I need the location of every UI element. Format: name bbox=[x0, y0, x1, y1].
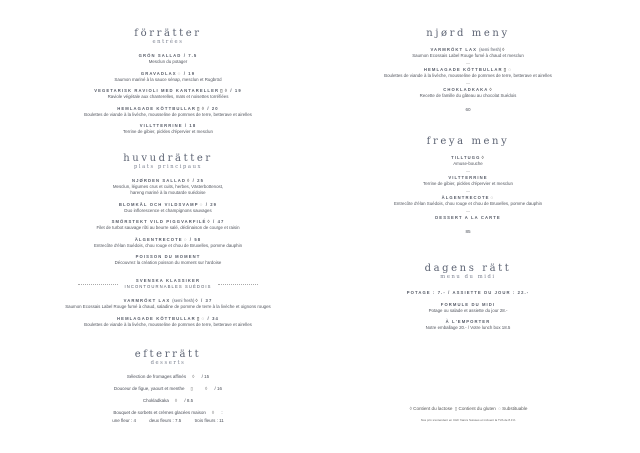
item-price: 7.5 bbox=[188, 53, 198, 58]
section-title: freya meny bbox=[426, 136, 510, 147]
lactose-icon: ◊ bbox=[481, 155, 485, 160]
gluten-icon: ▯ bbox=[220, 88, 224, 94]
menu-item bbox=[318, 155, 618, 167]
dagens-ratt-section bbox=[318, 263, 618, 337]
item-name: VILTTERRINE bbox=[448, 175, 488, 180]
item-name: VARMRÖKT LAX bbox=[430, 47, 478, 52]
item-name: GRÖN SALLAD bbox=[138, 53, 182, 58]
item-description: Découvrez la création poisson du moment sur l'ardoise bbox=[114, 260, 222, 266]
section-subtitle: menu du midi bbox=[440, 274, 496, 280]
legend-substitutable: Substituable bbox=[502, 406, 528, 411]
divider bbox=[78, 284, 118, 285]
lactose-icon: ◊ bbox=[195, 298, 199, 304]
huvudratter-list bbox=[18, 178, 318, 266]
item-description: Boulettes de viande à la livèche, mousseline de pommes de terre, betterave et airelles bbox=[84, 111, 252, 117]
dessert-name: Sélection de fromages affinés bbox=[126, 374, 187, 379]
lactose-icon: ◊ bbox=[502, 47, 506, 52]
colon: : bbox=[220, 410, 223, 415]
menu-item bbox=[18, 316, 318, 328]
menu-item bbox=[18, 178, 318, 196]
menu-item bbox=[18, 254, 318, 266]
footnote: Nos prix s'entendent en CHF francs Suisses et incluent la TVA de 8.1% bbox=[420, 418, 516, 422]
item-price: 29 bbox=[210, 201, 218, 207]
huvudratter-section bbox=[18, 153, 318, 334]
price-separator: / bbox=[181, 70, 189, 76]
emporter-title: À L'EMPORTER bbox=[445, 319, 491, 325]
separator-dash: — bbox=[466, 188, 470, 193]
item-note: (semi fresh) bbox=[172, 298, 195, 304]
forratter-section bbox=[18, 28, 318, 141]
item-price: 20 bbox=[211, 105, 219, 111]
price-separator: / bbox=[200, 374, 205, 379]
item-price: 47 bbox=[217, 219, 225, 225]
substitutable-icon: ◌ bbox=[177, 70, 182, 76]
lactose-icon: ◊ bbox=[187, 178, 191, 183]
klassiker-title: SVENSKA KLASSIKER bbox=[135, 278, 201, 284]
section-title: huvudrätter bbox=[123, 153, 213, 164]
item-description: hareng mariné à la moutarde suédoise bbox=[130, 190, 206, 195]
price-separator: / bbox=[187, 236, 195, 242]
price-separator: / bbox=[190, 178, 198, 183]
efterratt-section bbox=[18, 349, 318, 430]
item-price: 25 bbox=[197, 178, 205, 183]
item-description: Entrecôte d'élan Suédois, chou rouge et chou de Bruxelles, pomme dauphin bbox=[93, 242, 243, 248]
section-title: njørd meny bbox=[426, 28, 510, 39]
menu-item bbox=[18, 71, 318, 83]
divider bbox=[218, 284, 258, 285]
price-separator: / bbox=[203, 201, 211, 207]
price-separator: / bbox=[181, 53, 189, 58]
item-description: Saumon mariné à la sauce sénap, mesclun et Rugbröd bbox=[114, 76, 222, 82]
price-separator: / bbox=[183, 398, 187, 403]
dessert-name: Chokladkaka bbox=[142, 398, 169, 403]
gluten-icon: ▯ bbox=[503, 67, 508, 72]
item-name: TILLTUGG bbox=[451, 155, 481, 160]
gluten-icon: ▯ bbox=[190, 386, 193, 391]
dessert-price: 8.5 bbox=[186, 398, 194, 403]
lactose-icon: ◊ bbox=[205, 386, 208, 391]
menu-item bbox=[318, 195, 618, 207]
price-separator: / bbox=[213, 386, 218, 391]
dessert-item bbox=[18, 374, 318, 380]
menu-item bbox=[18, 88, 318, 100]
lactose-icon: ◊ bbox=[489, 87, 493, 92]
dessert-price: 16 bbox=[217, 386, 223, 391]
item-name: HEMLAGADE KÖTTBULLAR bbox=[117, 315, 196, 321]
gluten-icon: ▯ bbox=[197, 105, 201, 111]
separator-dash: — bbox=[466, 168, 470, 173]
menu-item bbox=[18, 123, 318, 135]
item-name: BLOMKÅL OCH VILDSVAMP bbox=[118, 201, 199, 207]
item-price: 34 bbox=[212, 315, 219, 321]
substitutable-icon: ◌ bbox=[498, 406, 501, 411]
lactose-icon: ◊ bbox=[211, 410, 215, 415]
lactose-icon: ◊ bbox=[224, 88, 229, 94]
item-name: VARMRÖKT LAX bbox=[123, 298, 171, 304]
price-separator: / bbox=[210, 219, 218, 225]
menu-price: 85 bbox=[465, 229, 471, 234]
item-description: Mesclun du potager bbox=[148, 59, 188, 64]
item-name: SMÖRSTEKT VILD PIGGVARFILÉ bbox=[111, 219, 207, 225]
menu-item bbox=[18, 298, 318, 310]
substitutable-icon: ◌ bbox=[183, 236, 188, 242]
menu-item bbox=[18, 106, 318, 118]
item-name: CHOKLADKAKA bbox=[443, 87, 489, 92]
separator-dash: — bbox=[466, 80, 470, 85]
substitutable-icon: ◌ bbox=[201, 315, 206, 321]
menu-item bbox=[18, 237, 318, 249]
item-description: Mesclun, légumes crus et cuits, herbes, Västerbottenost, bbox=[112, 184, 224, 189]
item-description: Saumon Ecossais Label Rouge fumé à chaud et mesclun bbox=[412, 53, 524, 58]
forratter-list bbox=[18, 53, 318, 135]
menu-item bbox=[18, 202, 318, 214]
item-price: 58 bbox=[194, 236, 202, 242]
item-name: DESSERT A LA CARTE bbox=[435, 215, 501, 220]
item-name: HEMLAGADE KÖTTBULLAR bbox=[423, 67, 503, 72]
substitutable-icon: ◌ bbox=[490, 195, 495, 200]
price-separator: / bbox=[182, 123, 190, 129]
item-name: ÄLGENTRECOTE bbox=[441, 195, 490, 200]
substitutable-icon: ◌ bbox=[508, 67, 513, 72]
legend-lactose: Contient du lactose bbox=[413, 406, 453, 411]
item-price: 18 bbox=[189, 123, 197, 129]
lactose-icon: ◊ bbox=[201, 105, 206, 111]
njord-list bbox=[318, 47, 618, 99]
item-name: POISSON DU MOMENT bbox=[135, 254, 201, 260]
freya-list bbox=[318, 155, 618, 221]
gluten-icon: ▯ bbox=[454, 406, 458, 411]
klassiker-subtitle: INCONTOURNABLES SUÉDOIS bbox=[124, 284, 212, 290]
item-name-line bbox=[318, 215, 618, 221]
menu-price: 60 bbox=[465, 107, 471, 112]
item-name: HEMLAGADE KÖTTBULLAR bbox=[117, 105, 197, 111]
item-description: Saumon Ecossais Label Rouge fumé à chaud, saladine de pomme de terre à la livèche et oignons rouges bbox=[65, 304, 271, 310]
price-separator: / bbox=[198, 298, 206, 304]
dessert-list bbox=[18, 374, 318, 416]
item-name: VEGETARISK RAVIOLI MED KANTARELLER bbox=[94, 88, 220, 94]
substitutable-icon: ◌ bbox=[199, 201, 204, 207]
scoop-price: trois fleurs : 11 bbox=[194, 418, 224, 423]
item-description: Boulettes de viande à la livèche, mousseline de pommes de terre, betterave et airelles bbox=[384, 73, 552, 78]
dessert-price: 15 bbox=[204, 374, 210, 379]
item-name: ÄLGENTRECOTE bbox=[134, 236, 183, 242]
menu-item bbox=[318, 175, 618, 187]
menu-item bbox=[318, 215, 618, 221]
dessert-name: Douceur de figue, yaourt et menthe bbox=[113, 386, 185, 391]
separator-dash: — bbox=[466, 60, 470, 65]
item-description: Recette de famille du gâteau au chocolat Suédois bbox=[419, 93, 517, 98]
dessert-item bbox=[18, 386, 318, 392]
item-description: Terrine de gibier, pickles d'épervier et mesclun bbox=[423, 181, 513, 186]
njord-menu-section bbox=[318, 28, 618, 113]
menu-item bbox=[18, 53, 318, 65]
lactose-icon: ◊ bbox=[207, 219, 211, 225]
menu-item bbox=[318, 87, 618, 99]
item-description: Duo inflorescence et champignons sauvages bbox=[124, 207, 212, 213]
menu-item bbox=[318, 67, 618, 79]
section-subtitle: desserts bbox=[150, 360, 186, 366]
price-separator: / bbox=[205, 315, 213, 321]
dagens-prices: POTAGE : 7.- / ASSIETTE DU JOUR : 22.- bbox=[406, 290, 530, 295]
klassiker-list bbox=[18, 298, 318, 328]
menu-item bbox=[18, 219, 318, 231]
dessert-item bbox=[18, 410, 318, 416]
gluten-icon: ▯ bbox=[196, 315, 201, 321]
section-subtitle: entrées bbox=[152, 39, 184, 45]
separator-dash: — bbox=[466, 208, 470, 213]
section-subtitle: plats principaux bbox=[133, 164, 203, 170]
dessert-name: Bouquet de sorbets et crèmes glacées maison bbox=[113, 410, 206, 415]
item-description: Terrine de gibier, pickles d'épervier et mesclun bbox=[123, 129, 213, 135]
menu-item bbox=[318, 47, 618, 59]
section-title: dagens rätt bbox=[424, 263, 512, 274]
price-separator: / bbox=[228, 88, 235, 94]
klassiker-header bbox=[18, 278, 318, 290]
item-name: GRAVADLAX bbox=[140, 70, 177, 76]
item-description: Amuse-bouche bbox=[453, 161, 483, 166]
section-title: förrätter bbox=[134, 28, 202, 39]
formule-desc: Potage ou salade et assiette du jour 28.- bbox=[428, 307, 508, 313]
item-description: Entrecôte d'élan Suédois, chou rouge et chou de Bruxelles, pomme dauphin bbox=[393, 201, 543, 206]
item-description: Boulettes de viande à la livèche, mousseline de pommes de terre, betterave et airelles bbox=[84, 321, 252, 327]
lactose-icon: ◊ bbox=[409, 406, 412, 411]
item-description: Raviole végétale aux chanterelles, maïs et noisettes torréfiées bbox=[107, 94, 229, 100]
scoop-price: deux fleurs : 7.5 bbox=[149, 418, 182, 423]
section-title: efterrätt bbox=[134, 349, 202, 360]
item-price: 37 bbox=[205, 298, 213, 304]
lactose-icon: ◊ bbox=[174, 398, 178, 403]
item-note: (semi fresh) bbox=[479, 47, 502, 52]
freya-menu-section bbox=[318, 136, 618, 235]
lactose-icon: ◊ bbox=[192, 374, 195, 379]
dessert-item bbox=[18, 398, 318, 404]
emporter-desc: Notre emballage 20.- / Votre lunch box 18.5 bbox=[425, 325, 511, 331]
price-separator: / bbox=[205, 105, 212, 111]
allergen-legend bbox=[318, 406, 618, 412]
legend-gluten: Contient du gluten bbox=[458, 406, 496, 411]
item-description: Filet de turbot sauvage rôti au beurre salé, déclinaison de courge et raisin bbox=[96, 225, 240, 231]
item-name: NJØRDEN SALLAD bbox=[131, 178, 186, 183]
formule-title: FORMULE DU MIDI bbox=[440, 301, 496, 307]
scoop-prices bbox=[18, 418, 318, 424]
item-price: 19 bbox=[234, 88, 242, 94]
item-name: VILLTTERRINE bbox=[139, 123, 183, 129]
item-price: 19 bbox=[188, 70, 196, 76]
scoop-price: une fleur : 4 bbox=[112, 418, 136, 423]
